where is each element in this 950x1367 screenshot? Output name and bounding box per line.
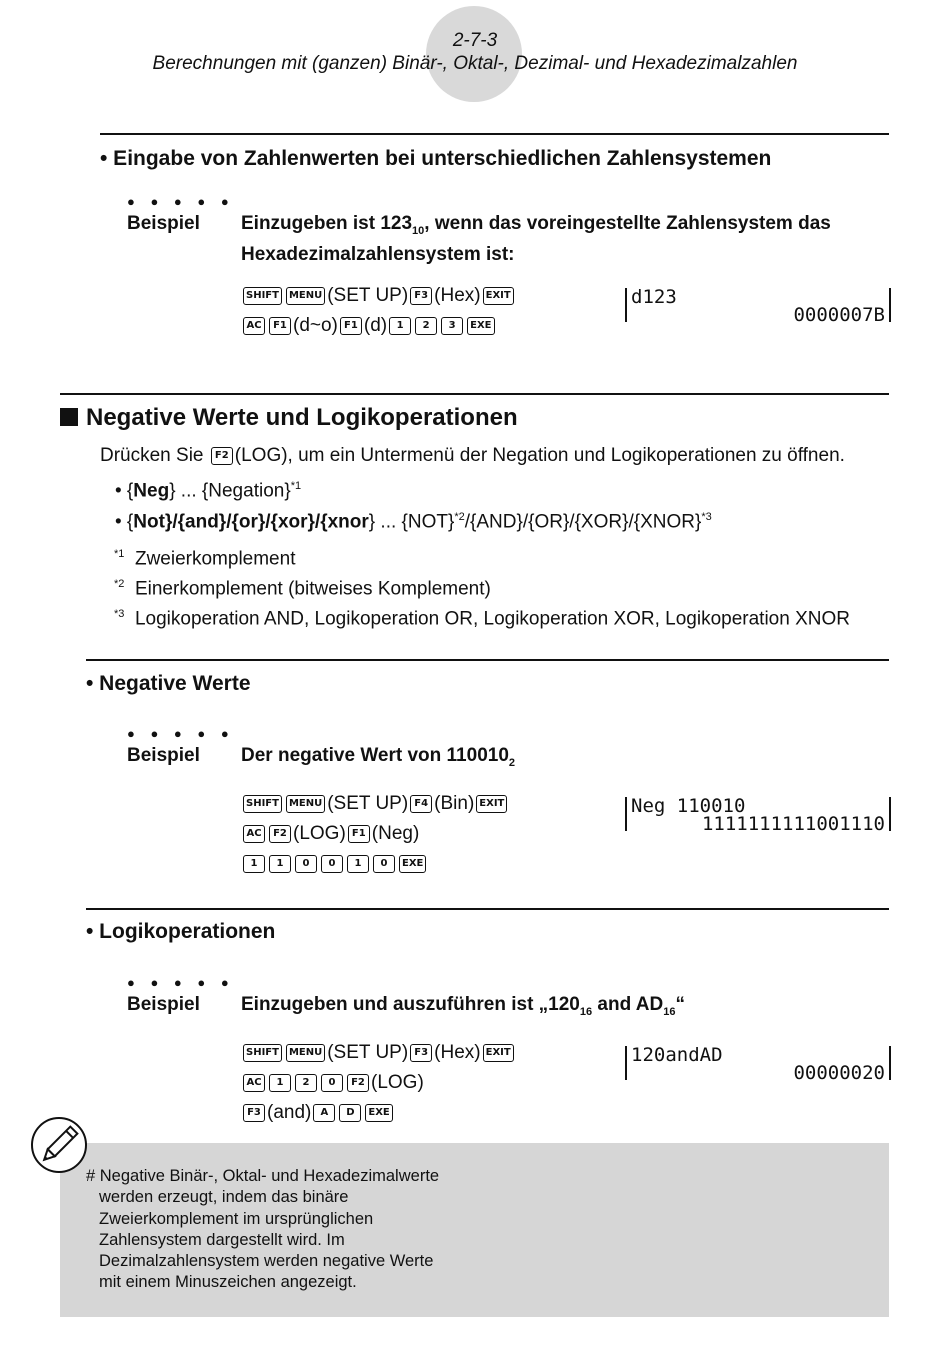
footnote-1: $^{*1}$ Zweierkomplement (114, 548, 296, 570)
page-subtitle: Berechnungen mit (ganzen) Binär-, Oktal-, Dezimal- und Hexadezimalzahlen (152, 53, 798, 74)
key-sequence-2: SHIFT MENU (SET UP) F4 (Bin) EXIT AC F2 (LOG) F1 (Neg) 1 1 0 0 1 0 EXE (241, 789, 509, 879)
example-description: Einzugeben und auszuführen ist $„120_{16}$ and $AD_{16}“$ (241, 994, 685, 1018)
exe-key[interactable]: EXE (365, 1104, 392, 1122)
example-dots: ● ● ● ● ● (127, 726, 235, 741)
example-description: Der negative Wert von $110010_2$ (241, 745, 516, 769)
square-bullet-icon (60, 408, 78, 426)
shift-key[interactable]: SHIFT (243, 795, 282, 813)
note-line: werden erzeugt, indem das binäre (99, 1188, 349, 1207)
exe-key[interactable]: EXE (399, 855, 426, 873)
shift-key[interactable]: SHIFT (243, 287, 282, 305)
example-dots: ● ● ● ● ● (127, 194, 235, 209)
digit-1-key[interactable]: 1 (347, 855, 369, 873)
exit-key[interactable]: EXIT (483, 287, 514, 305)
f3-key[interactable]: F3 (410, 287, 432, 305)
ac-key[interactable]: AC (243, 317, 265, 335)
digit-1-key[interactable]: 1 (389, 317, 411, 335)
menu-key[interactable]: MENU (286, 795, 325, 813)
screen-line-1: Neg 110010 (631, 795, 746, 817)
f2-key[interactable]: F2 (269, 825, 291, 843)
example-description: Einzugeben ist $123_{10}$, wenn das voreingestellte Zahlensystem das Hexadezimalzahlensystem ist: (241, 213, 831, 265)
f3-key[interactable]: F3 (410, 1044, 432, 1062)
calculator-screen (625, 795, 891, 835)
pencil-note-icon (30, 1116, 88, 1174)
example-dots: ● ● ● ● ● (127, 975, 235, 990)
digit-0-key[interactable]: 0 (295, 855, 317, 873)
screen-line-2: 00000020 (793, 1062, 885, 1084)
ac-key[interactable]: AC (243, 825, 265, 843)
calculator-screen (625, 1044, 891, 1084)
menu-key[interactable]: MENU (286, 1044, 325, 1062)
f2-key[interactable]: F2 (211, 447, 233, 465)
d-key[interactable]: D (339, 1104, 361, 1122)
key-sequence-1: SHIFT MENU (SET UP) F3 (Hex) EXIT AC F1 (d~o) F1 (d) 1 2 3 EXE (241, 281, 516, 341)
footnote-3: $^{*3}$ Logikoperation AND, Logikoperation OR, Logikoperation XOR, Logikoperation XNOR (114, 608, 850, 630)
f1-key[interactable]: F1 (340, 317, 362, 335)
digit-2-key[interactable]: 2 (415, 317, 437, 335)
screen-line-2: 0000007B (793, 304, 885, 326)
note-line: Zahlensystem dargestellt wird. Im (99, 1230, 345, 1249)
f2-key[interactable]: F2 (347, 1074, 369, 1092)
page-number: 2-7-3 (452, 30, 498, 51)
note-text (86, 1166, 439, 1294)
section-divider (100, 133, 889, 135)
section-heading-negative-logic: Negative Werte und Logikoperationen (60, 404, 518, 432)
digit-0-key[interactable]: 0 (321, 1074, 343, 1092)
f1-key[interactable]: F1 (269, 317, 291, 335)
section-divider (86, 659, 889, 661)
a-key[interactable]: A (313, 1104, 335, 1122)
section-heading-input: • Eingabe von Zahlenwerten bei unterschiedlichen Zahlensystemen (100, 147, 772, 170)
menu-key[interactable]: MENU (286, 287, 325, 305)
calculator-screen (625, 286, 891, 326)
note-line: # Negative Binär-, Oktal- und Hexadezimalwerte (86, 1167, 440, 1185)
exe-key[interactable]: EXE (467, 317, 494, 335)
note-line: mit einem Minuszeichen angezeigt. (99, 1273, 357, 1292)
footnote-2: $^{*2}$ Einerkomplement (bitweises Komplement) (114, 578, 491, 600)
bullet-neg: • {Neg} ... {Negation}$^{*1}$ (115, 480, 302, 502)
bullet-logic: • {Not}/{and}/{or}/{xor}/{xnor} ... {NOT}$^{*2}$/{AND}/{OR}/{XOR}/{XNOR}$^{*3}$ (115, 511, 712, 533)
screen-line-1: d123 (631, 286, 677, 308)
digit-0-key[interactable]: 0 (321, 855, 343, 873)
digit-1-key[interactable]: 1 (269, 855, 291, 873)
digit-1-key[interactable]: 1 (243, 855, 265, 873)
shift-key[interactable]: SHIFT (243, 1044, 282, 1062)
note-line: Dezimalzahlensystem werden negative Werte (99, 1252, 434, 1271)
f4-key[interactable]: F4 (410, 795, 432, 813)
f3-key[interactable]: F3 (243, 1104, 265, 1122)
example-label: Beispiel (127, 745, 200, 766)
exit-key[interactable]: EXIT (483, 1044, 514, 1062)
key-sequence-3: SHIFT MENU (SET UP) F3 (Hex) EXIT AC 1 2 0 F2 (LOG) F3 (and) A D EXE (241, 1038, 516, 1128)
example-label: Beispiel (127, 213, 200, 234)
screen-line-2: 1111111111001110 (701, 813, 885, 835)
intro-text: Drücken Sie F2 (LOG), um ein Untermenü der Negation und Logikoperationen zu öffnen. (100, 445, 845, 466)
digit-0-key[interactable]: 0 (373, 855, 395, 873)
digit-1-key[interactable]: 1 (269, 1074, 291, 1092)
section-divider (86, 908, 889, 910)
digit-3-key[interactable]: 3 (441, 317, 463, 335)
f1-key[interactable]: F1 (348, 825, 370, 843)
example-label: Beispiel (127, 994, 200, 1015)
digit-2-key[interactable]: 2 (295, 1074, 317, 1092)
exit-key[interactable]: EXIT (476, 795, 507, 813)
note-line: Zweierkomplement im ursprünglichen (99, 1209, 374, 1228)
section-heading-logic-operations: • Logikoperationen (86, 920, 276, 943)
screen-line-1: 120andAD (631, 1044, 723, 1066)
section-divider (60, 393, 889, 395)
ac-key[interactable]: AC (243, 1074, 265, 1092)
section-heading-negative-values: • Negative Werte (86, 672, 251, 695)
